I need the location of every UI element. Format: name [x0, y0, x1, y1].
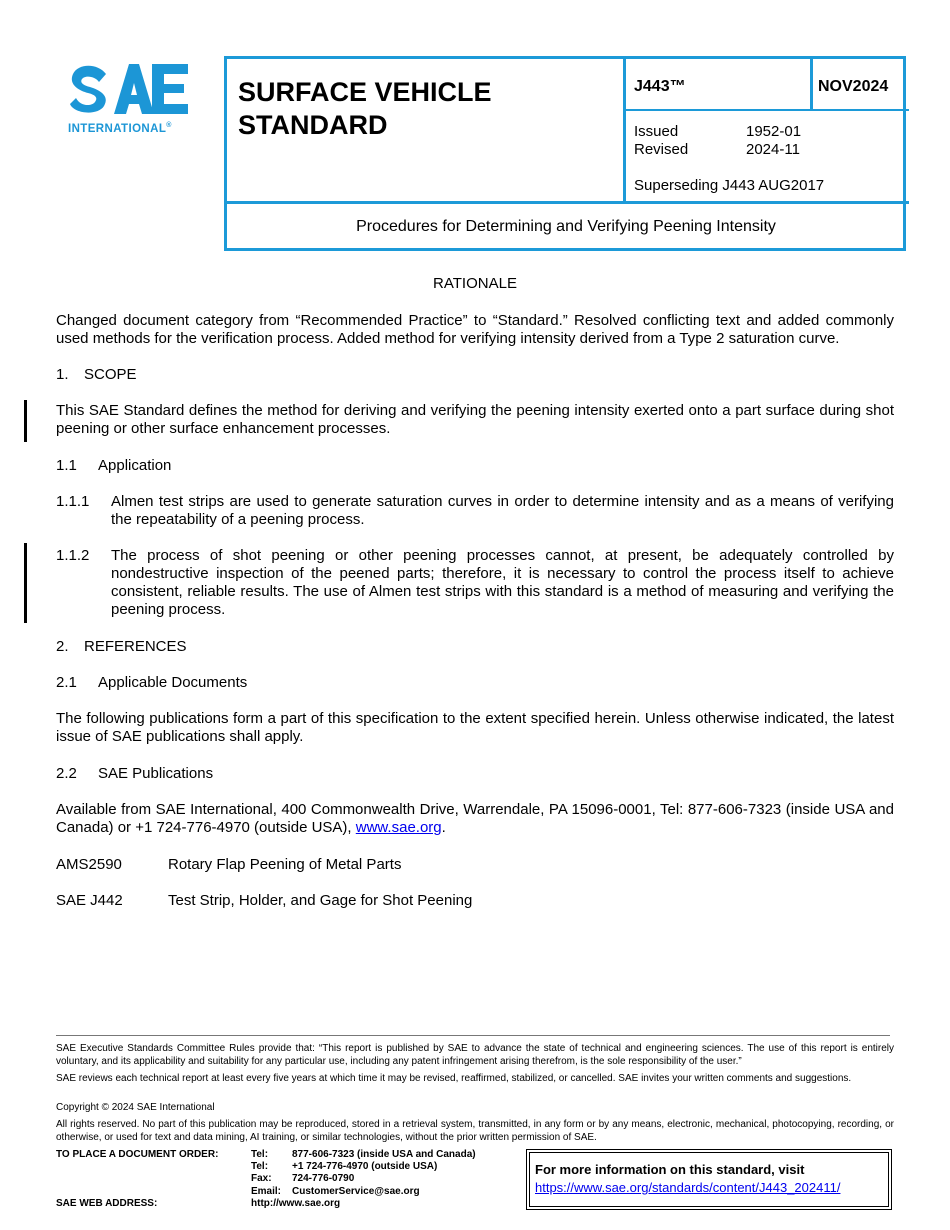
revised-value: 2024-11	[746, 141, 800, 158]
logo-wordmark	[68, 122, 172, 135]
reference-title: Test Strip, Holder, and Gage for Shot Peening	[168, 892, 473, 909]
section-title: Applicable Documents	[98, 674, 248, 691]
rights-text: All rights reserved. No part of this publication may be reproduced, stored in a retrieval system, transmitted, in any form or by any means, electronic, mechanical, photocopying, recording, or otherwise, or used for text and data mining, AI training, or similar technologies, without the prior written permission of SAE.	[56, 1119, 894, 1143]
section-number: 2.	[56, 638, 69, 655]
more-info-title: For more information on this standard, visit	[535, 1162, 805, 1177]
section-number: 2.1	[56, 674, 77, 691]
contact-label: Email:	[251, 1186, 282, 1197]
publications-text-body: Available from SAE International, 400 Commonwealth Drive, Warrendale, PA 15096-0001, Tel: 877-606-7323 (inside USA and Canada) or +1 724-776-4970 (outside USA),	[56, 801, 894, 836]
standard-info-link[interactable]: https://www.sae.org/standards/content/J443_202411/	[535, 1180, 841, 1195]
contact-label: Tel:	[251, 1149, 269, 1160]
registered-mark: ®	[166, 122, 172, 129]
document-title: Procedures for Determining and Verifying Peening Intensity	[356, 218, 776, 235]
section-text: The process of shot peening or other peening processes cannot, at present, be adequately controlled by nondestructive inspection of the peened parts; therefore, it is necessary to control the process itself to achieve consistent, reliable results. The use of Almen test strips with this standard is a method of measuring and verifying the peening process.	[111, 547, 894, 618]
reference-title: Rotary Flap Peening of Metal Parts	[168, 856, 402, 873]
section-title: SAE Publications	[98, 765, 214, 782]
committee-rules-text: SAE Executive Standards Committee Rules provide that: “This report is published by SAE to advance the state of technical and engineering sciences. The use of this report is entirely voluntary, and its applicability and suitability for any particular use, including any patent infringement arising therefrom, is the sole responsibility of the user.”	[56, 1043, 894, 1067]
web-address-label: SAE WEB ADDRESS:	[56, 1198, 158, 1209]
contact-label: Tel:	[251, 1161, 269, 1172]
contact-value: CustomerService@sae.org	[292, 1186, 420, 1197]
section-number: 1.	[56, 366, 69, 383]
section-number: 1.1.1	[56, 493, 90, 510]
contact-label: Fax:	[251, 1173, 272, 1184]
logo-wordmark-text: INTERNATIONAL	[68, 122, 167, 135]
sae-logo	[68, 60, 190, 122]
footer-rule	[56, 1035, 890, 1036]
publications-text	[56, 801, 894, 837]
section-text: Almen test strips are used to generate saturation curves in order to determine intensity and as a means of verifying the repeatability of a peening process.	[111, 493, 894, 528]
publications-text-end: .	[441, 819, 446, 836]
web-address-value: http://www.sae.org	[251, 1198, 341, 1209]
header-divider	[623, 59, 626, 201]
order-label: TO PLACE A DOCUMENT ORDER:	[56, 1149, 219, 1160]
issued-label: Issued	[634, 123, 679, 140]
reference-code: AMS2590	[56, 856, 122, 873]
superseding-note: Superseding J443 AUG2017	[634, 177, 825, 194]
section-title: Application	[98, 457, 172, 474]
issued-value: 1952-01	[746, 123, 802, 140]
document-type: SURFACE VEHICLE STANDARD	[238, 77, 492, 140]
contact-value: 724-776-0790	[292, 1173, 355, 1184]
change-bar	[24, 400, 27, 442]
header-divider	[623, 109, 909, 111]
review-text: SAE reviews each technical report at least every five years at which time it may be revised, reaffirmed, stabilized, or cancelled. SAE invites your written comments and suggestions.	[56, 1073, 852, 1084]
rationale-heading: RATIONALE	[433, 275, 517, 292]
document-number: J443™	[634, 78, 686, 95]
document-date: NOV2024	[818, 78, 889, 95]
section-text: The following publications form a part of this specification to the extent specified herein. Unless otherwise indicated, the latest issue of SAE publications shall apply.	[56, 710, 894, 745]
section-number: 2.2	[56, 765, 77, 782]
section-number: 1.1	[56, 457, 77, 474]
revised-label: Revised	[634, 141, 689, 158]
contact-value: 877-606-7323 (inside USA and Canada)	[292, 1149, 476, 1160]
rationale-text: Changed document category from “Recommended Practice” to “Standard.” Resolved conflicting text and added commonly used methods for the verification process. Added method for verifying intensity derived from a Type 2 saturation curve.	[56, 312, 894, 347]
header-divider	[227, 201, 909, 204]
scope-text: This SAE Standard defines the method for deriving and verifying the peening intensity exerted onto a part surface during shot peening or other surface enhancement processes.	[56, 402, 894, 437]
contact-value: +1 724-776-4970 (outside USA)	[292, 1161, 438, 1172]
sae-website-link[interactable]: www.sae.org	[355, 819, 442, 836]
copyright-text: Copyright © 2024 SAE International	[56, 1102, 215, 1113]
section-title: SCOPE	[84, 366, 137, 383]
reference-code: SAE J442	[56, 892, 123, 909]
section-number: 1.1.2	[56, 547, 90, 564]
header-divider	[810, 59, 813, 109]
section-title: REFERENCES	[84, 638, 187, 655]
change-bar	[24, 543, 27, 623]
